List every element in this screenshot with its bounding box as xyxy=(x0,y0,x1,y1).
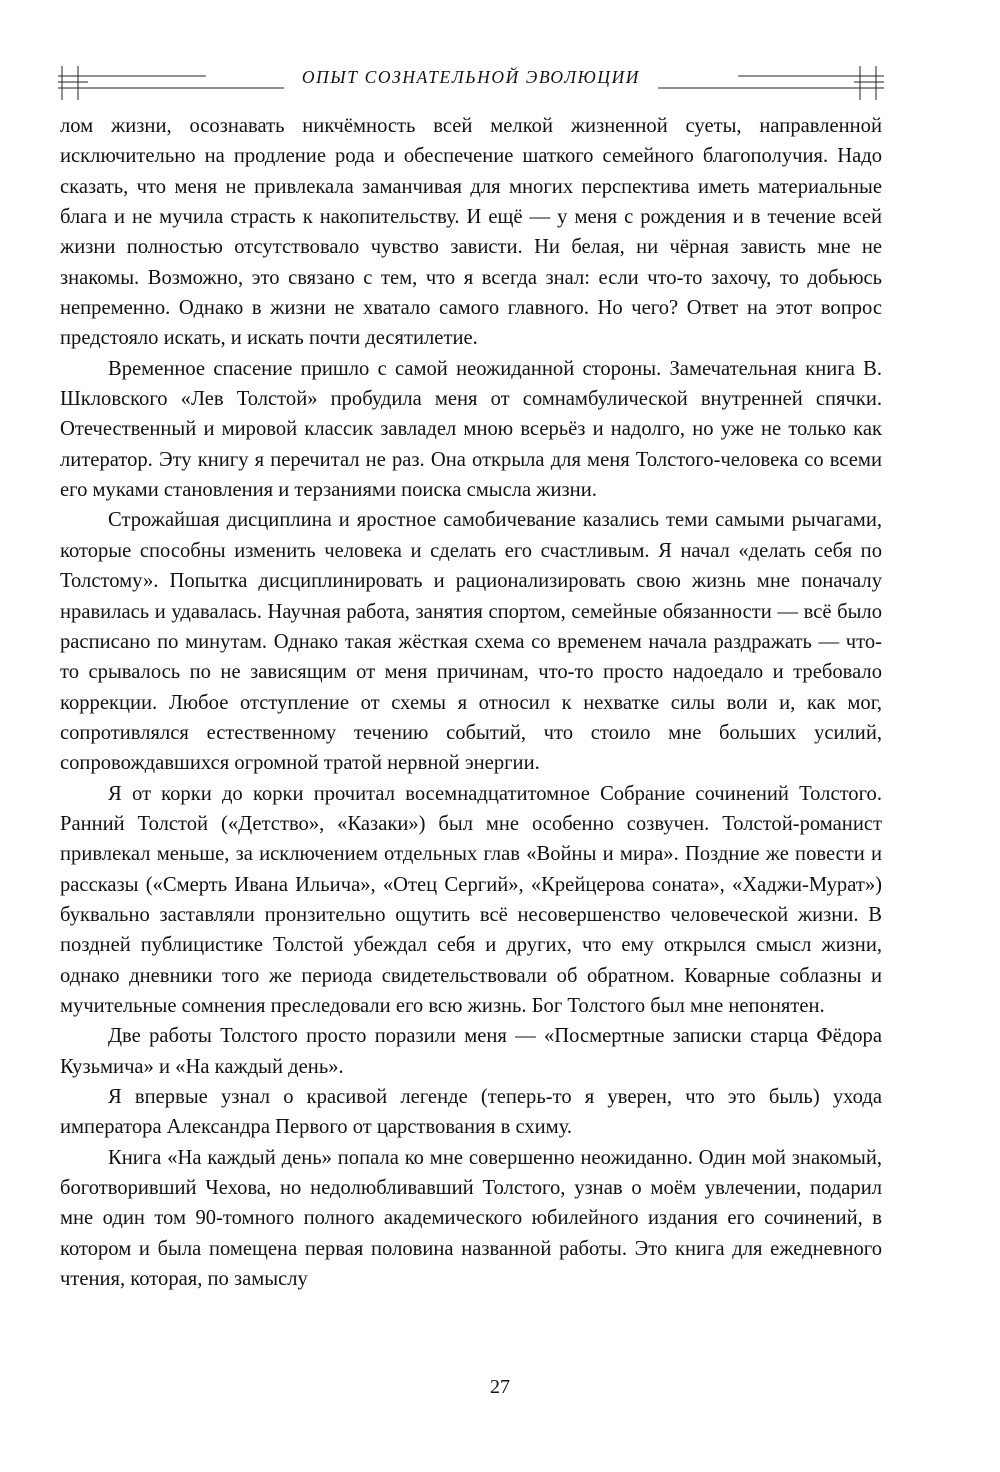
running-header xyxy=(58,62,884,102)
paragraph: лом жизни, осознавать никчёмность всей мелкой жизненной суеты, направленной исключительно на продление рода и обеспечение шаткого семейного благополучия. Надо сказать, что меня не привлекала заманчивая для многих перспектива иметь материальные блага и не мучила страсть к накопительству. И ещё — у меня с рождения и в течение всей жизни полностью отсутствовало чувство зависти. Ни белая, ни чёрная зависть мне не знакомы. Возможно, это связано с тем, что я всегда знал: если что-то захочу, то добьюсь непременно. Однако в жизни не хватало самого главного. Но чего? Ответ на этот вопрос предстояло искать, и искать почти десятилетие. xyxy=(60,115,882,350)
running-header-title: ОПЫТ СОЗНАТЕЛЬНОЙ ЭВОЛЮЦИИ xyxy=(301,67,641,87)
paragraph: Я впервые узнал о красивой легенде (теперь-то я уверен, что это быль) ухода императора Александра Первого от царствования в схиму. xyxy=(60,1086,882,1139)
paragraph: Две работы Толстого просто поразили меня — «Посмертные записки старца Фёдора Кузьмича» и «На каждый день». xyxy=(60,1025,882,1078)
page-number: 27 xyxy=(490,1376,510,1398)
body-text xyxy=(60,111,882,1294)
paragraph: Я от корки до корки прочитал восемнадцатитомное Собрание сочинений Толстого. Ранний Толстой («Детство», «Казаки») был мне особенно созвучен. Толстой-романист привлекал меньше, за исключением отдельных глав «Войны и мира». Поздние же повести и рассказы («Смерть Ивана Ильича», «Отец Сергий», «Крейцерова соната», «Хаджи-Мурат») буквально заставляли пронзительно ощутить всё несовершенство человеческой жизни. В поздней публицистике Толстой убеждал себя и других, что ему открылся смысл жизни, однако дневники того же периода свидетельствовали об обратном. Коварные соблазны и мучительные сомнения преследовали его всю жизнь. Бог Толстого был мне непонятен. xyxy=(60,782,882,1017)
paragraph: Книга «На каждый день» попала ко мне совершенно неожиданно. Один мой знакомый, боготворивший Чехова, но недолюбливавший Толстого, узнав о моём увлечении, подарил мне один том 90-томного полного академического юбилейного издания его сочинений, в котором и была помещена первая половина названной работы. Это книга для ежедневного чтения, которая, по замыслу xyxy=(60,1146,882,1291)
paragraph: Временное спасение пришло с самой неожиданной стороны. Замечательная книга В. Шкловского «Лев Толстой» пробудила меня от сомнамбулической внутренней спячки. Отечественный и мировой классик завладел мною всерьёз и надолго, но уже не только как литератор. Эту книгу я перечитал не раз. Она открыла для меня Толстого-человека со всеми его муками становления и терзаниями поиска смысла жизни. xyxy=(60,357,882,502)
paragraph: Строжайшая дисциплина и яростное самобичевание казались теми самыми рычагами, которые способны изменить человека и сделать его счастливым. Я начал «делать себя по Толстому». Попытка дисциплинировать и рационализировать свою жизнь мне поначалу нравилась и удавалась. Научная работа, занятия спортом, семейные обязанности — всё было расписано по минутам. Однако такая жёсткая схема со временем начала раздражать — что-то срывалось по не зависящим от меня причинам, что-то просто надоедало и требовало коррекции. Любое отступление от схемы я относил к нехватке силы воли и, как мог, сопротивлялся естественному течению событий, что стоило мне больших усилий, сопровождавшихся огромной тратой нервной энергии. xyxy=(60,509,882,775)
